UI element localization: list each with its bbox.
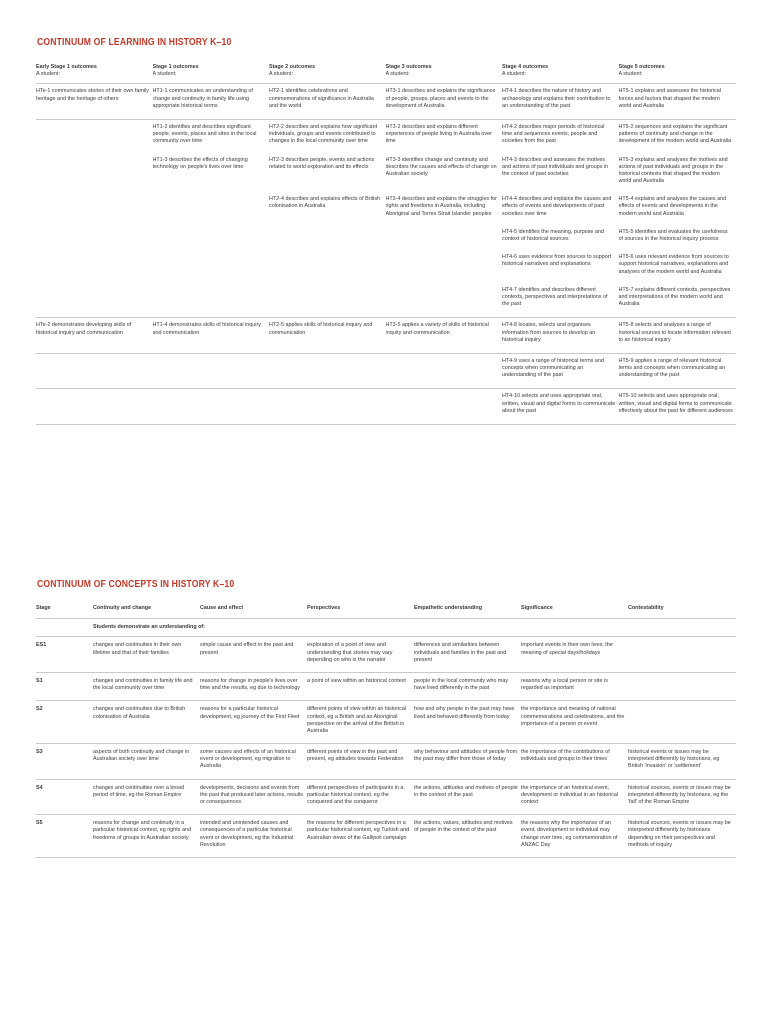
outcome-cell [36, 225, 153, 250]
concept-cell: historical sources, events or issues may be interpreted differently by historians, eg the 'fall' of the Roman Empire [628, 779, 736, 815]
outcome-cell: HT2-1 identifies celebrations and commemorations of significance in Australia and the world [269, 84, 386, 120]
concept-row [36, 815, 736, 858]
stage-label: S3 [36, 744, 93, 780]
outcome-cell: HT4-10 selects and uses appropriate oral, written, visual and digital forms to communicate about the past [502, 389, 619, 425]
column-header-stage-5: Stage 5 outcomes A student: [619, 62, 737, 84]
concept-cell: different points of view within an historical context, eg a British and an Aboriginal perspective on the arrival of the British in Australia [307, 701, 414, 744]
outcome-row [36, 192, 736, 225]
outcome-row [36, 84, 736, 120]
concept-cell [628, 701, 736, 744]
concept-cell: reasons for a particular historical development, eg journey of the First Fleet [200, 701, 307, 744]
outcome-cell: HT5-2 sequences and explains the significant patterns of continuity and change in the development of the modern world and Australia [618, 123, 732, 145]
concept-cell: some causes and effects of an historical event or development, eg migration to Australia [200, 744, 307, 780]
intro-row [36, 619, 736, 637]
concept-cell: intended and unintended causes and consequences of a particular historical event or development, eg the Industrial Revolution [200, 815, 307, 858]
outcome-cell: HT3-2 describes and explains different experiences of people living in Australia over time [385, 123, 492, 145]
outcome-cell: HT4-5 identifies the meaning, purpose and context of historical sources [502, 228, 604, 242]
intro-text: Students demonstrate an understanding of: [93, 619, 736, 637]
column-header-stage: Stage [36, 603, 93, 619]
concept-cell: reasons for change and continuity in a particular historical context, eg rights and freedoms of groups in Australian society [93, 815, 200, 858]
outcome-cell [386, 225, 503, 250]
concept-cell: the importance of the contributions of individuals and groups to their times [521, 744, 628, 780]
concepts-title: CONTINUUM OF CONCEPTS IN HISTORY K–10 [37, 578, 235, 590]
outcome-cell: HT1-3 describes the effects of changing technology on people's lives over time [152, 156, 248, 170]
concept-cell: why behaviour and attitudes of people from the past may differ from those of today [414, 744, 521, 780]
concept-cell: the importance of an historical event, development or individual in an historical context [521, 779, 628, 815]
outcome-cell: HT4-7 identifies and describes different contexts, perspectives and interpretations of the past [502, 283, 619, 318]
outcome-cell [269, 389, 386, 425]
concept-cell: the actions, attitudes and motives of people in the context of the past [414, 779, 521, 815]
outcome-cell [36, 250, 153, 283]
concept-cell: different perspectives of participants in a particular historical context, eg the conquered and the conqueror [307, 779, 414, 815]
learning-title: CONTINUUM OF LEARNING IN HISTORY K–10 [37, 36, 232, 48]
concept-cell: reasons for change in people's lives over time and the results, eg due to technology [200, 672, 307, 700]
outcome-cell [36, 153, 153, 193]
concept-row [36, 779, 736, 815]
concept-cell: the reasons for different perspectives in a particular historical context, eg Turkish and Australian views of the Gallipoli campaign [307, 815, 414, 858]
outcome-cell: HT5-4 explains and analyses the causes and effects of events and developments in the modern world and Australia [618, 196, 727, 217]
outcome-cell: HT3-1 describes and explains the significance of people, groups, places and events to the development of Australia [386, 84, 503, 120]
outcome-cell [269, 353, 386, 389]
column-header-significance: Significance [521, 603, 628, 619]
concept-cell: how and why people in the past may have lived and behaved differently from today [414, 701, 521, 744]
stage-label: S1 [36, 672, 93, 700]
outcome-row [36, 153, 736, 193]
outcome-cell: HT4-2 describes major periods of historical time and sequences events, people and societies from the past [502, 123, 605, 145]
outcome-cell [153, 250, 270, 283]
outcome-cell: HT3-4 describes and explains the struggles for rights and freedoms in Australia, including Aboriginal and Torres Strait Islander peoples [385, 196, 497, 217]
concept-cell: historical sources, events or issues may be interpreted differently by historians depending on their perspectives and methods of inquiry [628, 815, 736, 858]
outcome-row [36, 283, 736, 318]
concept-cell: the importance and meaning of national commemorations and celebrations, and the importance of a person or event [521, 701, 628, 744]
outcome-cell [386, 283, 503, 318]
outcome-cell: HT1-2 identifies and describes significant people, events, places and sites in the local community over time [152, 123, 257, 145]
concept-cell: developments, decisions and events from the past that produced later actions, results or consequences [200, 779, 307, 815]
concept-row [36, 701, 736, 744]
outcome-cell: HT5-1 explains and assesses the historical forces and factors that shaped the modern world and Australia [619, 84, 737, 120]
concept-cell: changes and continuities over a broad period of time, eg the Roman Empire [93, 779, 200, 815]
outcome-cell [153, 192, 270, 225]
outcome-cell: HT3-3 identifies change and continuity and describes the causes and effects of change on Australian society [385, 156, 497, 177]
outcome-cell [36, 192, 153, 225]
concept-cell [628, 637, 736, 673]
outcome-row [36, 225, 736, 250]
column-header-perspectives: Perspectives [307, 603, 414, 619]
outcome-cell: HT1-4 demonstrates skills of historical inquiry and communication [153, 318, 270, 354]
outcome-cell [386, 389, 503, 425]
column-header-stage-1: Stage 1 outcomes A student: [153, 62, 270, 84]
outcome-cell [269, 250, 386, 283]
outcome-cell: HT4-9 uses a range of historical terms and concepts when communicating an understanding of the past [502, 353, 619, 389]
outcome-row [36, 389, 736, 425]
outcome-cell: HT2-3 describes people, events and actions related to world exploration and its effects [269, 156, 375, 170]
outcome-cell [153, 353, 270, 389]
concept-cell: differences and similarities between individuals and families in the past and present [414, 637, 521, 673]
concept-cell: changes and continuities in their own lifetime and that of their families [93, 637, 200, 673]
outcome-cell: HT5-5 identifies and evaluates the usefulness of sources in the historical inquiry process [618, 228, 728, 242]
outcome-cell [269, 283, 386, 318]
outcome-cell: HT1-1 communicates an understanding of change and continuity in family life using appropriate historical terms [153, 84, 270, 120]
concept-cell: changes and continuities due to British colonisation of Australia [93, 701, 200, 744]
outcome-cell: HT3-5 applies a variety of skills of historical inquiry and communication [386, 318, 503, 354]
concept-cell: reasons why a local person or site is regarded as important [521, 672, 628, 700]
concept-cell: historical events or issues may be interpreted differently by historians, eg British 'invasion' or 'settlement' [628, 744, 736, 780]
outcome-cell: HT5-9 applies a range of relevant historical terms and concepts when communicating an understanding of the past [619, 353, 737, 389]
outcome-cell: HT5-7 explains different contexts, perspectives and interpretations of the modern world and Australia [619, 283, 737, 318]
column-header-stage-4: Stage 4 outcomes A student: [502, 62, 619, 84]
outcome-cell: HT2-4 describes and explains effects of British colonisation in Australia [269, 196, 381, 210]
learning-continuum-table [36, 62, 736, 425]
stage-label: ES1 [36, 637, 93, 673]
outcome-row [36, 318, 736, 354]
concepts-continuum-table [36, 603, 736, 858]
concept-cell: aspects of both continuity and change in Australian society over time [93, 744, 200, 780]
outcome-cell: HT4-3 describes and assesses the motives and actions of past individuals and groups in the context of past societies [502, 156, 609, 177]
outcome-cell: HT2-5 applies skills of historical inquiry and communication [269, 318, 386, 354]
outcome-cell [36, 119, 153, 152]
outcome-cell [386, 353, 503, 389]
outcome-cell [153, 389, 270, 425]
outcome-row [36, 353, 736, 389]
outcome-cell: HT4-4 describes and explains the causes and effects of events and developments of past societies over time [502, 196, 612, 217]
outcome-cell: HT4-8 locates, selects and organises information from sources to develop an historical inquiry [502, 318, 619, 354]
outcome-cell: HT2-2 describes and explains how significant individuals, groups and events contributed to changes in the local community over time [269, 123, 378, 145]
column-header-stage-2: Stage 2 outcomes A student: [269, 62, 386, 84]
outcome-cell: HT4-6 uses evidence from sources to support historical narratives and explanations [502, 254, 612, 268]
stage-label: S5 [36, 815, 93, 858]
outcome-cell: HT5-10 selects and uses appropriate oral, written, visual and digital forms to communicate effectively about the past for different audiences [619, 389, 737, 425]
column-header-empathetic: Empathetic understanding [414, 603, 521, 619]
outcome-cell [36, 353, 153, 389]
outcome-cell [386, 250, 503, 283]
concept-cell: the reasons why the importance of an event, development or individual may change over time, eg commemoration of ANZAC Day [521, 815, 628, 858]
outcome-cell [153, 225, 270, 250]
outcome-cell: HT5-8 selects and analyses a range of historical sources to locate information relevant to an historical inquiry [619, 318, 737, 354]
concept-cell: changes and continuities in family life and the local community over time [93, 672, 200, 700]
concept-row [36, 672, 736, 700]
concept-cell: simple cause and effect in the past and present [200, 637, 307, 673]
outcome-cell: HT5-6 uses relevant evidence from sources to support historical narratives, explanations and analyses of the modern world and Australia [618, 254, 729, 275]
concept-cell: the actions, values, attitudes and motives of people in the context of the past [414, 815, 521, 858]
stage-label: S2 [36, 701, 93, 744]
outcome-cell [36, 389, 153, 425]
concept-cell [628, 672, 736, 700]
concept-cell: people in the local community who may have lived differently in the past [414, 672, 521, 700]
outcome-cell: HTe-2 demonstrates developing skills of historical inquiry and communication [36, 318, 153, 354]
outcome-cell: HT5-3 explains and analyses the motives and actions of past individuals and groups in the historical contexts that shaped the modern world and Australia [618, 156, 728, 185]
stage-label: S4 [36, 779, 93, 815]
concept-cell: different points of view in the past and present, eg attitudes towards Federation [307, 744, 414, 780]
outcome-cell: HTe-1 communicates stories of their own family heritage and the heritage of others [36, 84, 153, 120]
outcome-cell: HT4-1 describes the nature of history and archaeology and explains their contribution to an understanding of the past [502, 84, 619, 120]
outcome-cell [269, 225, 386, 250]
outcome-cell [36, 283, 153, 318]
column-header-stage-3: Stage 3 outcomes A student: [386, 62, 503, 84]
column-header-cause: Cause and effect [200, 603, 307, 619]
outcome-row [36, 119, 736, 152]
concept-cell: exploration of a point of view and understanding that stories may vary depending on who is the narrator [307, 637, 414, 673]
concept-row [36, 744, 736, 780]
concept-row [36, 637, 736, 673]
column-header-early-stage-1: Early Stage 1 outcomes A student: [36, 62, 153, 84]
outcome-row [36, 250, 736, 283]
column-header-continuity: Continuity and change [93, 603, 200, 619]
concept-cell: important events in their own lives; the meaning of special days/holidays [521, 637, 628, 673]
outcome-cell [153, 283, 270, 318]
concept-cell: a point of view within an historical context [307, 672, 414, 700]
column-header-contestability: Contestability [628, 603, 736, 619]
